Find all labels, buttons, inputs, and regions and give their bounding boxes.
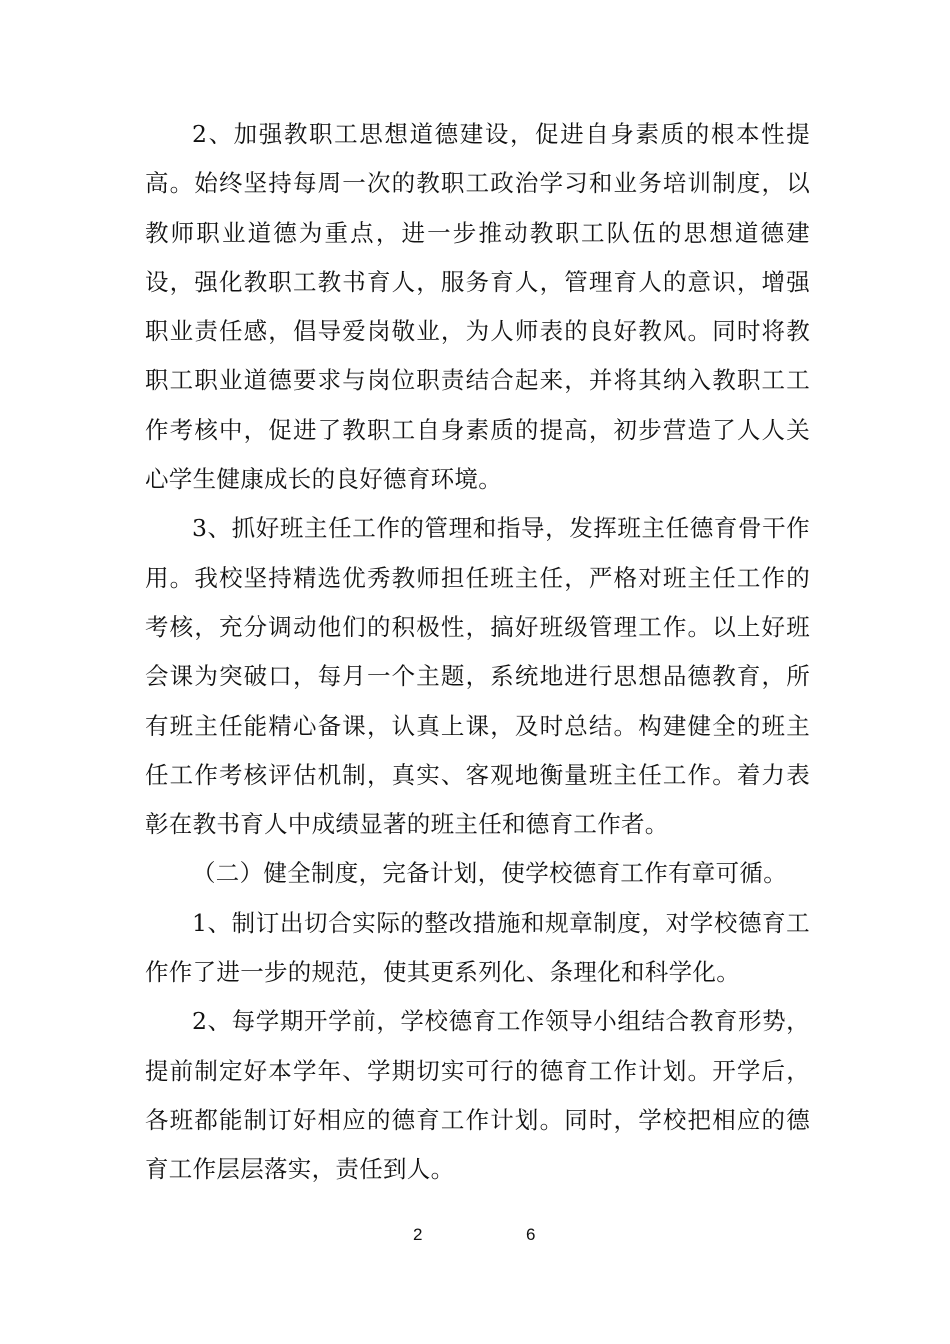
section-heading-systems: （二）健全制度，完备计划，使学校德育工作有章可循。 bbox=[192, 859, 787, 888]
paragraph-rules: 1、制订出切合实际的整改措施和规章制度，对学校德育工作作了进一步的规范，使其更系列化、条理化和科学化。 bbox=[145, 908, 810, 987]
paragraph-semester-plan: 2、每学期开学前，学校德育工作领导小组结合教育形势，提前制定好本学年、学期切实可行的德育工作计划。开学后，各班都能制订好相应的德育工作计划。同时，学校把相应的德育工作层层落实，责任到人。 bbox=[145, 1007, 810, 1184]
paragraph-teacher-ethics: 2、加强教职工思想道德建设，促进自身素质的根本性提高。始终坚持每周一次的教职工政治学习和业务培训制度，以教师职业道德为重点，进一步推动教职工队伍的思想道德建设，强化教职工教书育人，服务育人，管理育人的意识，增强职业责任感，倡导爱岗敬业，为人师表的良好教风。同时将教职工职业道德要求与岗位职责结合起来，并将其纳入教职工工作考核中，促进了教职工自身素质的提高，初步营造了人人关心学生健康成长的良好德育环境。 bbox=[145, 120, 810, 494]
page-footer bbox=[0, 1225, 950, 1255]
page-number-current: 2 bbox=[413, 1225, 423, 1244]
page-number-total: 6 bbox=[526, 1225, 536, 1244]
document-body bbox=[145, 110, 810, 1195]
paragraph-head-teacher-work: 3、抓好班主任工作的管理和指导，发挥班主任德育骨干作用。我校坚持精选优秀教师担任班主任，严格对班主任工作的考核，充分调动他们的积极性，搞好班级管理工作。以上好班会课为突破口，每月一个主题，系统地进行思想品德教育，所有班主任能精心备课，认真上课，及时总结。构建健全的班主任工作考核评估机制，真实、客观地衡量班主任工作。着力表彰在教书育人中成绩显著的班主任和德育工作者。 bbox=[145, 514, 810, 839]
